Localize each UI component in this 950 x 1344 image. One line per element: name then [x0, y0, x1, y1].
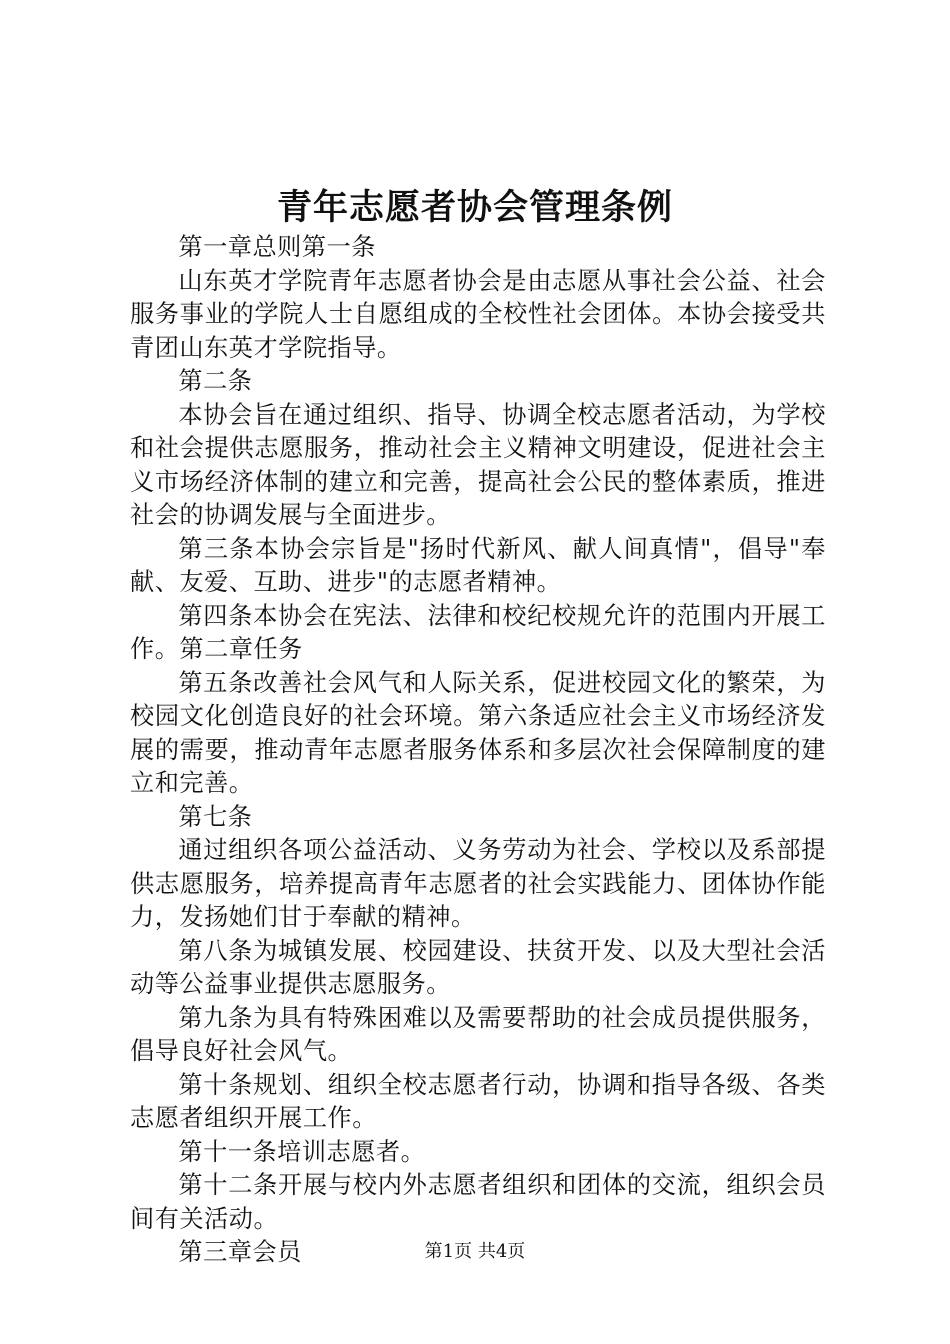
- paragraph: 第五条改善社会风气和人际关系，促进校园文化的繁荣，为校园文化创造良好的社会环境。第六条适应社会主义市场经济发展的需要，推动青年志愿者服务体系和多层次社会保障制度的建立和完善。: [130, 668, 826, 797]
- paragraph: 第十条规划、组织全校志愿者行动，协调和指导各级、各类志愿者组织开展工作。: [130, 1070, 826, 1132]
- paragraph: 第七条: [178, 802, 253, 831]
- paragraph: 第四条本协会在宪法、法律和校纪校规允许的范围内开展工作。第二章任务: [130, 601, 826, 663]
- paragraph: 第九条为具有特殊困难以及需要帮助的社会成员提供服务，倡导良好社会风气。: [130, 1003, 826, 1065]
- page-number-footer: 第1页 共4页: [424, 1241, 526, 1262]
- paragraph: 第三条本协会宗旨是"扬时代新风、献人间真情"，倡导"奉献、友爱、互助、进步"的志愿者精神。: [130, 534, 826, 596]
- paragraph: 本协会旨在通过组织、指导、协调全校志愿者活动，为学校和社会提供志愿服务，推动社会主义精神文明建设，促进社会主义市场经济体制的建立和完善，提高社会公民的整体素质，推进社会的协调发展与全面进步。: [130, 400, 826, 529]
- document-body: [130, 231, 826, 1270]
- paragraph: 第一章总则第一条: [178, 233, 376, 261]
- document-title: 青年志愿者协会管理条例: [276, 187, 673, 228]
- paragraph: 第十二条开展与校内外志愿者组织和团体的交流，组织会员间有关活动。: [130, 1171, 826, 1233]
- paragraph: 第三章会员: [178, 1238, 302, 1266]
- paragraph: 第八条为城镇发展、校园建设、扶贫开发、以及大型社会活动等公益事业提供志愿服务。: [130, 936, 826, 998]
- paragraph: 第二条: [178, 367, 253, 395]
- paragraph: 山东英才学院青年志愿者协会是由志愿从事社会公益、社会服务事业的学院人士自愿组成的全校性社会团体。本协会接受共青团山东英才学院指导。: [130, 266, 826, 362]
- paragraph: 通过组织各项公益活动、义务劳动为社会、学校以及系部提供志愿服务，培养提高青年志愿者的社会实践能力、团体协作能力，发扬她们甘于奉献的精神。: [130, 836, 826, 931]
- paragraph: 第十一条培训志愿者。: [178, 1137, 426, 1166]
